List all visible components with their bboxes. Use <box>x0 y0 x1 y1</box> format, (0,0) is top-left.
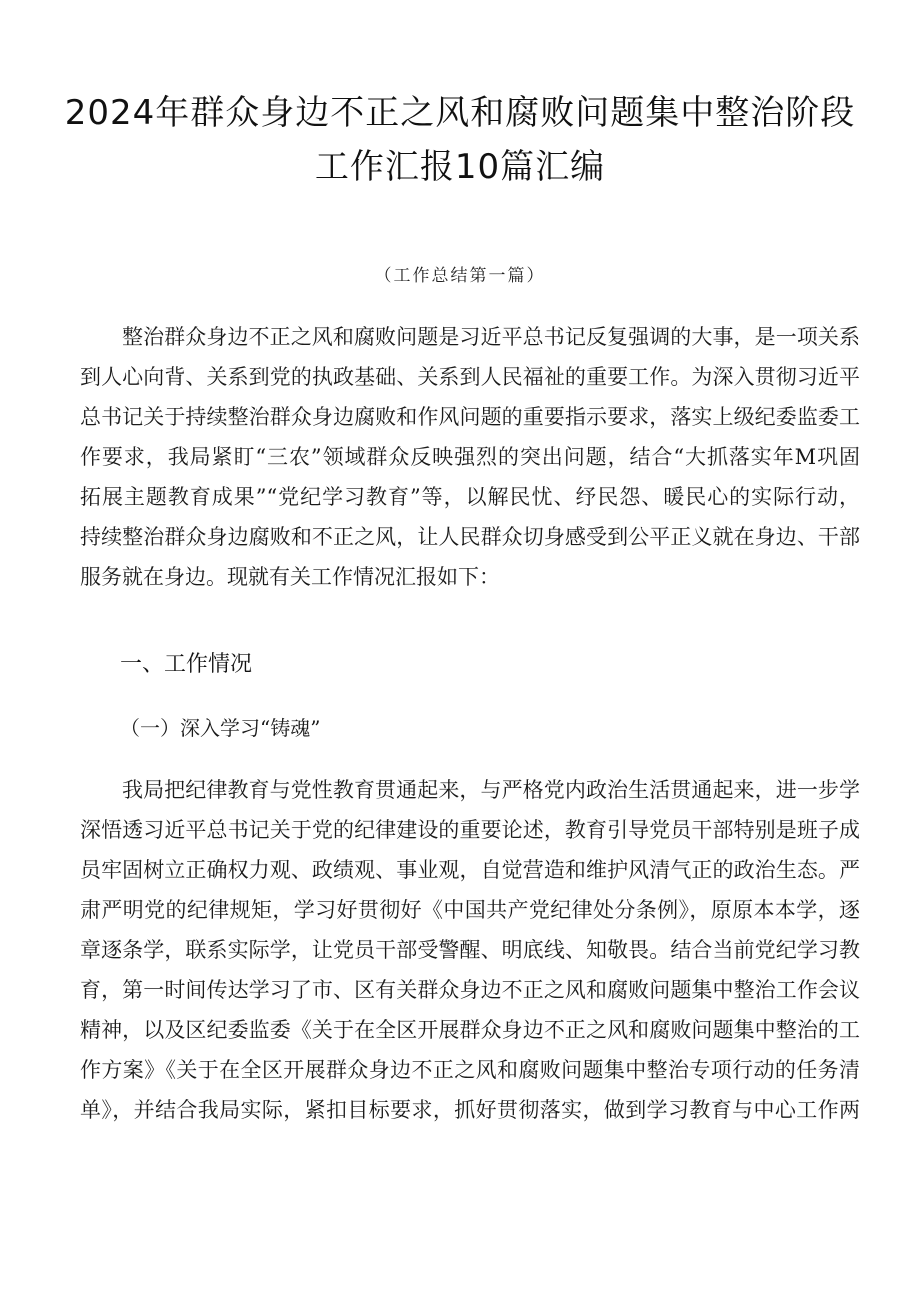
paragraph-line: 拓展主题教育成果”“党纪学习教育”等，以解民忧、纾民怨、暖民心的实际行动， <box>80 485 860 509</box>
section-heading: 一、工作情况 <box>120 652 253 677</box>
paragraph-line: 持续整治群众身边腐败和不正之风，让人民群众切身感受到公平正义就在身边、干部 <box>80 525 860 549</box>
paragraph-line: 总书记关于持续整治群众身边腐败和作风问题的重要指示要求，落实上级纪委监委工 <box>80 405 860 429</box>
paragraph-line: 章逐条学，联系实际学，让党员干部受警醒、明底线、知敬畏。结合当前党纪学习教 <box>80 938 860 962</box>
title-line: 2024年群众身边不正之风和腐败问题集中整治阶段 <box>64 93 856 133</box>
paragraph-line: 肃严明党的纪律规矩，学习好贯彻好《中国共产党纪律处分条例》，原原本本学，逐 <box>80 898 860 922</box>
paragraph-line: 我局把纪律教育与党性教育贯通起来，与严格党内政治生活贯通起来，进一步学 <box>122 778 860 802</box>
paragraph-line: 单》，并结合我局实际，紧扣目标要求，抓好贯彻落实，做到学习教育与中心工作两 <box>80 1098 860 1122</box>
paragraph-line: 员牢固树立正确权力观、政绩观、事业观，自觉营造和维护风清气正的政治生态。严 <box>80 858 860 882</box>
paragraph-line: 育，第一时间传达学习了市、区有关群众身边不正之风和腐败问题集中整治工作会议 <box>80 978 860 1002</box>
paragraph-line: 服务就在身边。现就有关工作情况汇报如下： <box>80 565 500 589</box>
subsection-heading: （一）深入学习“铸魂” <box>120 716 321 740</box>
document-subtitle: （工作总结第一篇） <box>374 266 546 286</box>
body-paragraph <box>80 770 860 1130</box>
paragraph-line: 整治群众身边不正之风和腐败问题是习近平总书记反复强调的大事，是一项关系 <box>122 325 860 349</box>
paragraph-line: 深悟透习近平总书记关于党的纪律建设的重要论述，教育引导党员干部特别是班子成 <box>80 818 860 842</box>
document-title <box>60 86 860 194</box>
title-line: 工作汇报10篇汇编 <box>314 147 606 187</box>
paragraph-line: 作要求，我局紧盯“三农”领域群众反映强烈的突出问题，结合“大抓落实年M巩固 <box>80 445 860 469</box>
intro-paragraph <box>80 317 860 597</box>
paragraph-line: 作方案》《关于在全区开展群众身边不正之风和腐败问题集中整治专项行动的任务清 <box>80 1058 860 1082</box>
paragraph-line: 到人心向背、关系到党的执政基础、关系到人民福祉的重要工作。为深入贯彻习近平 <box>80 365 860 389</box>
paragraph-line: 精神，以及区纪委监委《关于在全区开展群众身边不正之风和腐败问题集中整治的工 <box>80 1018 860 1042</box>
